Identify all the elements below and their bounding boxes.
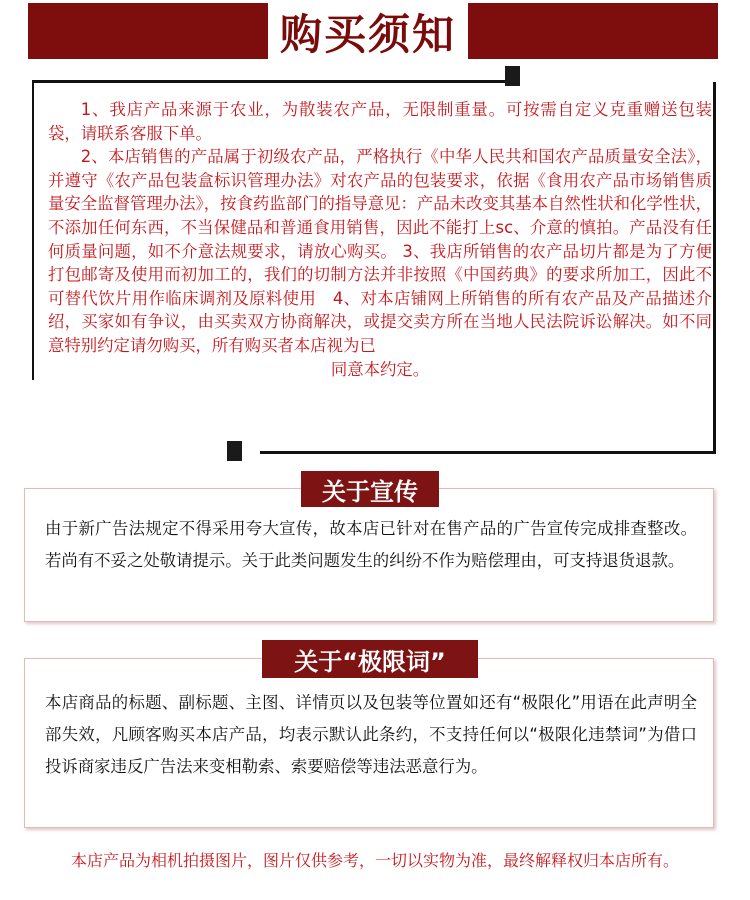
purchase-notice [48,98,712,381]
extreme-words-title: 关于“极限词” [262,640,478,678]
frame-line-left [32,80,34,380]
frame-line-top [32,80,512,83]
frame-square-bottom [227,441,242,461]
page-title: 购买须知 [268,0,468,64]
frame-line-bottom [260,451,716,454]
extreme-words-text: 本店商品的标题、副标题、主图、详情页以及包装等位置如还有“极限化”用语在此声明全部失效，凡顾客购买本店产品，均表示默认此条约，不支持任何以“极限化违禁词”为借口投诉商家违反广告法来变相勒索、索要赔偿等违法恶意行为。 [45,693,697,776]
promo-text: 由于新广告法规定不得采用夸大宣传，故本店已针对在售产品的广告宣传完成排查整改。若尚有不妥之处敬请提示。关于此类问题发生的纠纷不作为赔偿理由，可支持退货退款。 [45,519,697,570]
footer-disclaimer: 本店产品为相机拍摄图片，图片仅供参考，一切以实物为准，最终解释权归本店所有。 [70,851,679,870]
promo-section [24,488,714,622]
promo-title: 关于宣传 [301,471,439,507]
notice-paragraph-1: 1、我店产品来源于农业，为散装农产品，无限制重量。可按需自定义克重赠送包装袋，请联系客服下单。 [48,100,712,143]
frame-square-top [505,66,520,86]
notice-paragraph-2: 2、本店销售的产品属于初级农产品，严格执行《中华人民共和国农产品质量安全法》，并遵守《农产品包装盒标识管理办法》对农产品的包装要求，依据《食用农产品市场销售质量安全监督管理办法》，按食药监部门的指导意见：产品未改变其基本自然性状和化学性状，不添加任何东西，不当保健品和普通食用销售，因此不能打上sc、介意的慎拍。产品没有任何质量问题，如不介意法规要求，请放心购买。 3、我店所销售的农产品切片都是为了方便打包邮寄及使用而初加工的，我们的切制方法并非按照《中国药典》的要求所加工，因此不可替代饮片用作临床调剂及原料使用 4、对本店铺网上所销售的所有农产品及产品描述介绍，买家如有争议，由买卖双方协商解决，或提交卖方所在当地人民法院诉讼解决。如不同意特别约定请勿购买，所有购买者本店视为已 [48,147,712,355]
extreme-words-section [24,658,714,828]
frame-line-right [713,82,716,454]
notice-paragraph-3: 同意本约定。 [330,359,430,379]
